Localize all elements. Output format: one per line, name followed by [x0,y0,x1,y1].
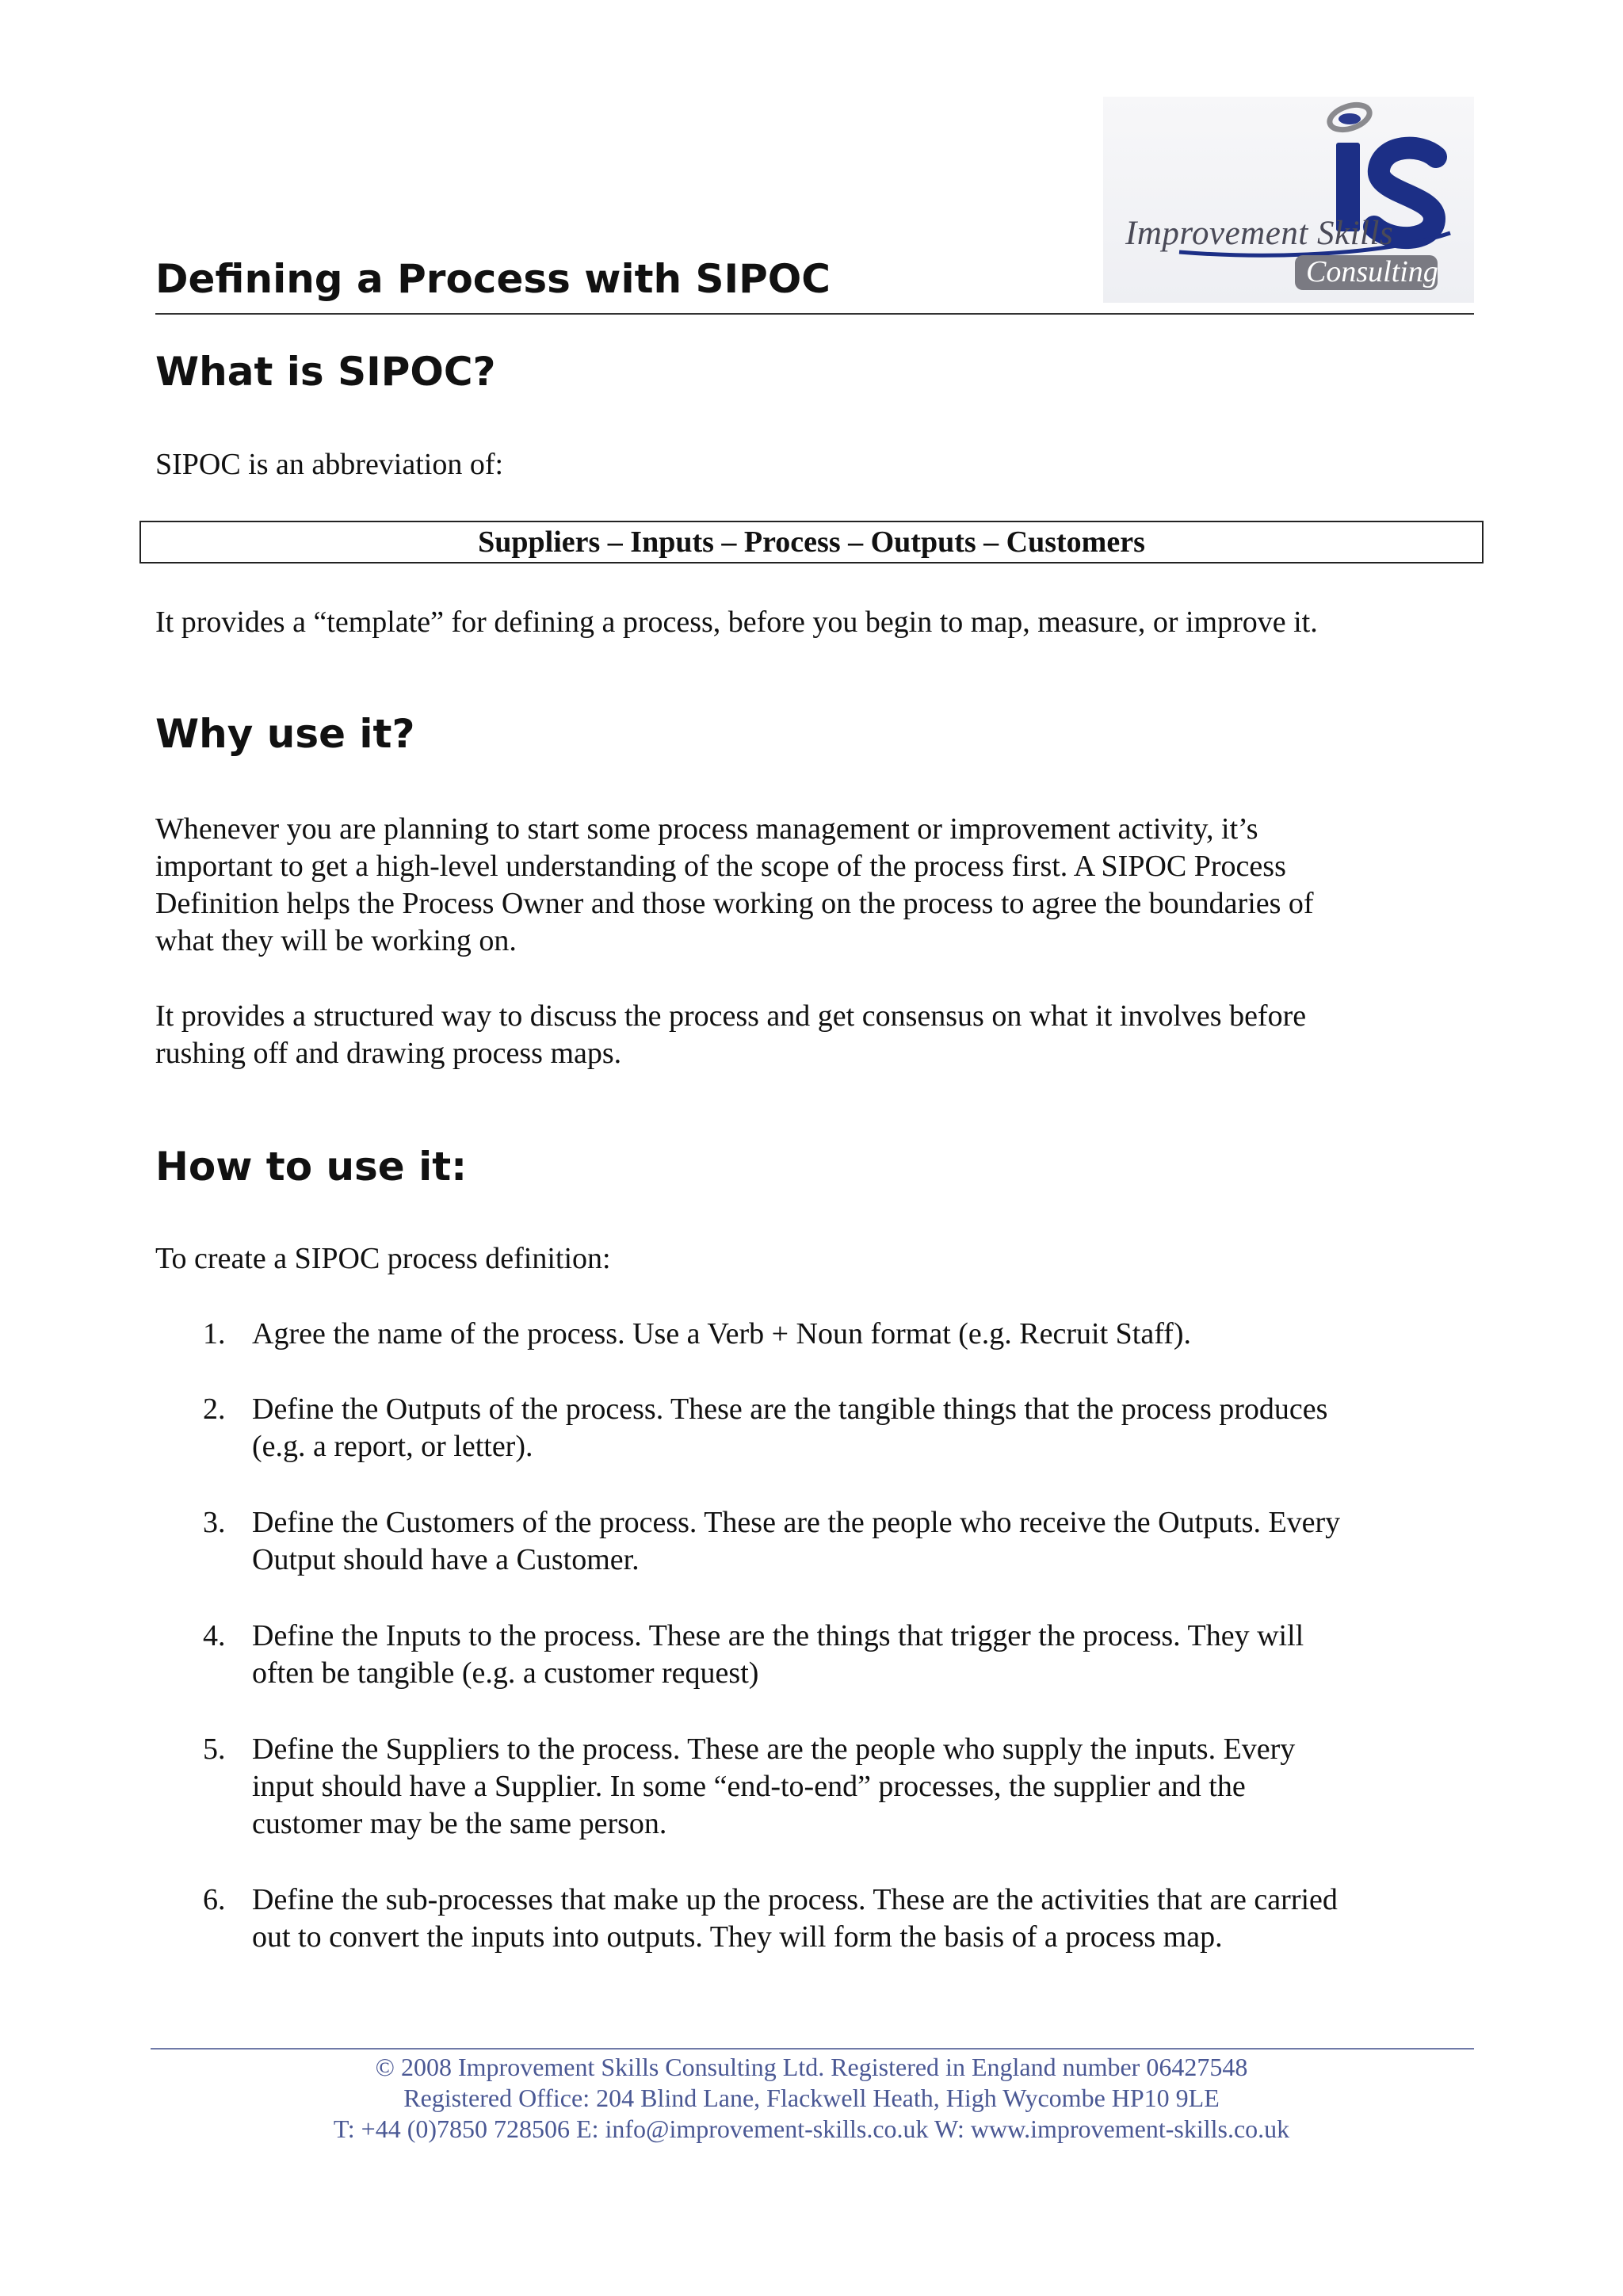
list-item-text: Define the Outputs of the process. These are the tangible things that the process produces [252,1392,1328,1426]
list-item-text: Define the Customers of the process. These are the people who receive the Outputs. Every [252,1506,1341,1539]
logo-tagline: Consulting [1306,255,1438,288]
list-item [203,1731,1487,1843]
list-item-text: customer may be the same person. [252,1807,667,1840]
list-item [203,1618,1487,1692]
why-para1-line: what they will be working on. [155,924,517,957]
footer-registered-office: Registered Office: 204 Blind Lane, Flackwell Heath, High Wycombe HP10 9LE [403,2084,1220,2112]
list-item-text: out to convert the inputs into outputs. They will form the basis of a process map. [252,1920,1223,1954]
list-item-number: 2. [203,1392,226,1426]
list-item-text: Output should have a Customer. [252,1543,640,1576]
heading-why-use-it: Why use it? [155,711,415,757]
sipoc-abbreviation-box: Suppliers – Inputs – Process – Outputs – Customers [139,521,1484,563]
why-paragraph-1 [155,811,1487,960]
list-item-number: 5. [203,1733,226,1766]
list-item-number: 3. [203,1506,226,1539]
list-item-text: Define the Suppliers to the process. These are the people who supply the inputs. Every [252,1733,1296,1766]
list-item-text: Define the Inputs to the process. These are the things that trigger the process. They will [252,1619,1304,1652]
list-item [203,1504,1487,1579]
why-paragraph-2 [155,998,1487,1072]
list-item-number: 6. [203,1883,226,1916]
list-item [203,1391,1487,1465]
sipoc-description-text: It provides a “template” for defining a process, before you begin to map, measure, or improve it. [155,606,1318,639]
why-para1-line: Whenever you are planning to start some process management or improvement activity, it’s [155,812,1258,846]
why-para1-line: important to get a high-level understanding of the scope of the process first. A SIPOC Process [155,850,1286,883]
footer-contact: T: +44 (0)7850 728506 E: info@improvement-skills.co.uk W: www.improvement-skills.co.uk [333,2115,1290,2143]
why-para1-line: Definition helps the Process Owner and those working on the process to agree the boundaries of [155,887,1314,920]
company-logo [1103,97,1474,303]
list-item [203,1316,1487,1353]
why-para2-line: rushing off and drawing process maps. [155,1037,622,1070]
list-item-number: 4. [203,1619,226,1652]
title-divider [155,313,1474,315]
footer-divider [151,2048,1474,2050]
heading-how-to-use-it: How to use it: [155,1144,468,1190]
heading-what-is-sipoc: What is SIPOC? [155,349,496,395]
list-item-text: input should have a Supplier. In some “end-to-end” processes, the supplier and the [252,1770,1246,1803]
how-intro-text: To create a SIPOC process definition: [155,1242,611,1275]
why-para2-line: It provides a structured way to discuss the process and get consensus on what it involves before [155,999,1307,1033]
page-title: Defining a Process with SIPOC [155,256,831,302]
list-item-number: 1. [203,1317,226,1350]
sipoc-intro-text: SIPOC is an abbreviation of: [155,448,504,481]
logo-company-name: Improvement Skills [1125,215,1394,252]
list-item-text: Agree the name of the process. Use a Verb + Noun format (e.g. Recruit Staff). [252,1317,1191,1350]
footer-copyright: © 2008 Improvement Skills Consulting Ltd. Registered in England number 06427548 [375,2053,1248,2081]
list-item-text: Define the sub-processes that make up the process. These are the activities that are carried [252,1883,1338,1916]
list-item-text: often be tangible (e.g. a customer request) [252,1656,759,1690]
list-item [203,1881,1487,1956]
list-item-text: (e.g. a report, or letter). [252,1430,533,1463]
